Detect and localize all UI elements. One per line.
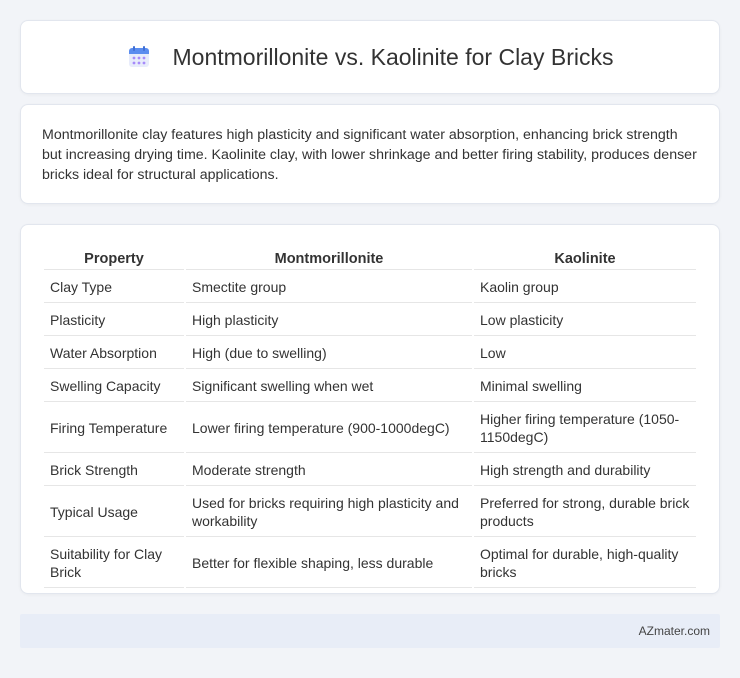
cell-kaolinite: Low plasticity <box>474 305 696 336</box>
table-row <box>44 404 696 453</box>
cell-montmorillonite: Better for flexible shaping, less durable <box>186 539 472 588</box>
cell-montmorillonite: High plasticity <box>186 305 472 336</box>
cell-property: Typical Usage <box>44 488 184 537</box>
table-row <box>44 539 696 588</box>
cell-montmorillonite: Used for bricks requiring high plasticity and workability <box>186 488 472 537</box>
cell-kaolinite: High strength and durability <box>474 455 696 486</box>
cell-montmorillonite: Lower firing temperature (900-1000degC) <box>186 404 472 453</box>
table-header-row <box>44 247 696 270</box>
table-row <box>44 488 696 537</box>
cell-property: Water Absorption <box>44 338 184 369</box>
comparison-table-card <box>20 224 720 594</box>
summary-text: Montmorillonite clay features high plasticity and significant water absorption, enhancing brick strength but increasing drying time. Kaolinite clay, with lower shrinkage and better firing stability, produces denser bricks ideal for structural applications. <box>42 127 697 183</box>
cell-montmorillonite: Moderate strength <box>186 455 472 486</box>
footer-brand[interactable]: AZmater.com <box>638 624 710 638</box>
header-montmorillonite: Montmorillonite <box>186 247 472 270</box>
header-kaolinite: Kaolinite <box>474 247 696 270</box>
cell-property: Plasticity <box>44 305 184 336</box>
footer <box>20 614 720 648</box>
calendar-icon <box>127 45 151 69</box>
cell-kaolinite: Preferred for strong, durable brick products <box>474 488 696 537</box>
cell-property: Suitability for Clay Brick <box>44 539 184 588</box>
header-property: Property <box>44 247 184 270</box>
cell-property: Brick Strength <box>44 455 184 486</box>
cell-montmorillonite: Smectite group <box>186 272 472 303</box>
title-wrap <box>127 44 614 71</box>
title-card <box>20 20 720 94</box>
cell-montmorillonite: Significant swelling when wet <box>186 371 472 402</box>
comparison-table <box>42 245 698 590</box>
table-row <box>44 455 696 486</box>
cell-kaolinite: Kaolin group <box>474 272 696 303</box>
cell-kaolinite: Low <box>474 338 696 369</box>
page-title: Montmorillonite vs. Kaolinite for Clay Bricks <box>172 43 614 70</box>
table-row <box>44 338 696 369</box>
cell-property: Clay Type <box>44 272 184 303</box>
cell-property: Swelling Capacity <box>44 371 184 402</box>
summary-card <box>20 104 720 204</box>
cell-kaolinite: Higher firing temperature (1050-1150degC) <box>474 404 696 453</box>
table-row <box>44 305 696 336</box>
cell-property: Firing Temperature <box>44 404 184 453</box>
cell-kaolinite: Minimal swelling <box>474 371 696 402</box>
cell-kaolinite: Optimal for durable, high-quality bricks <box>474 539 696 588</box>
table-row <box>44 371 696 402</box>
cell-montmorillonite: High (due to swelling) <box>186 338 472 369</box>
table-row <box>44 272 696 303</box>
